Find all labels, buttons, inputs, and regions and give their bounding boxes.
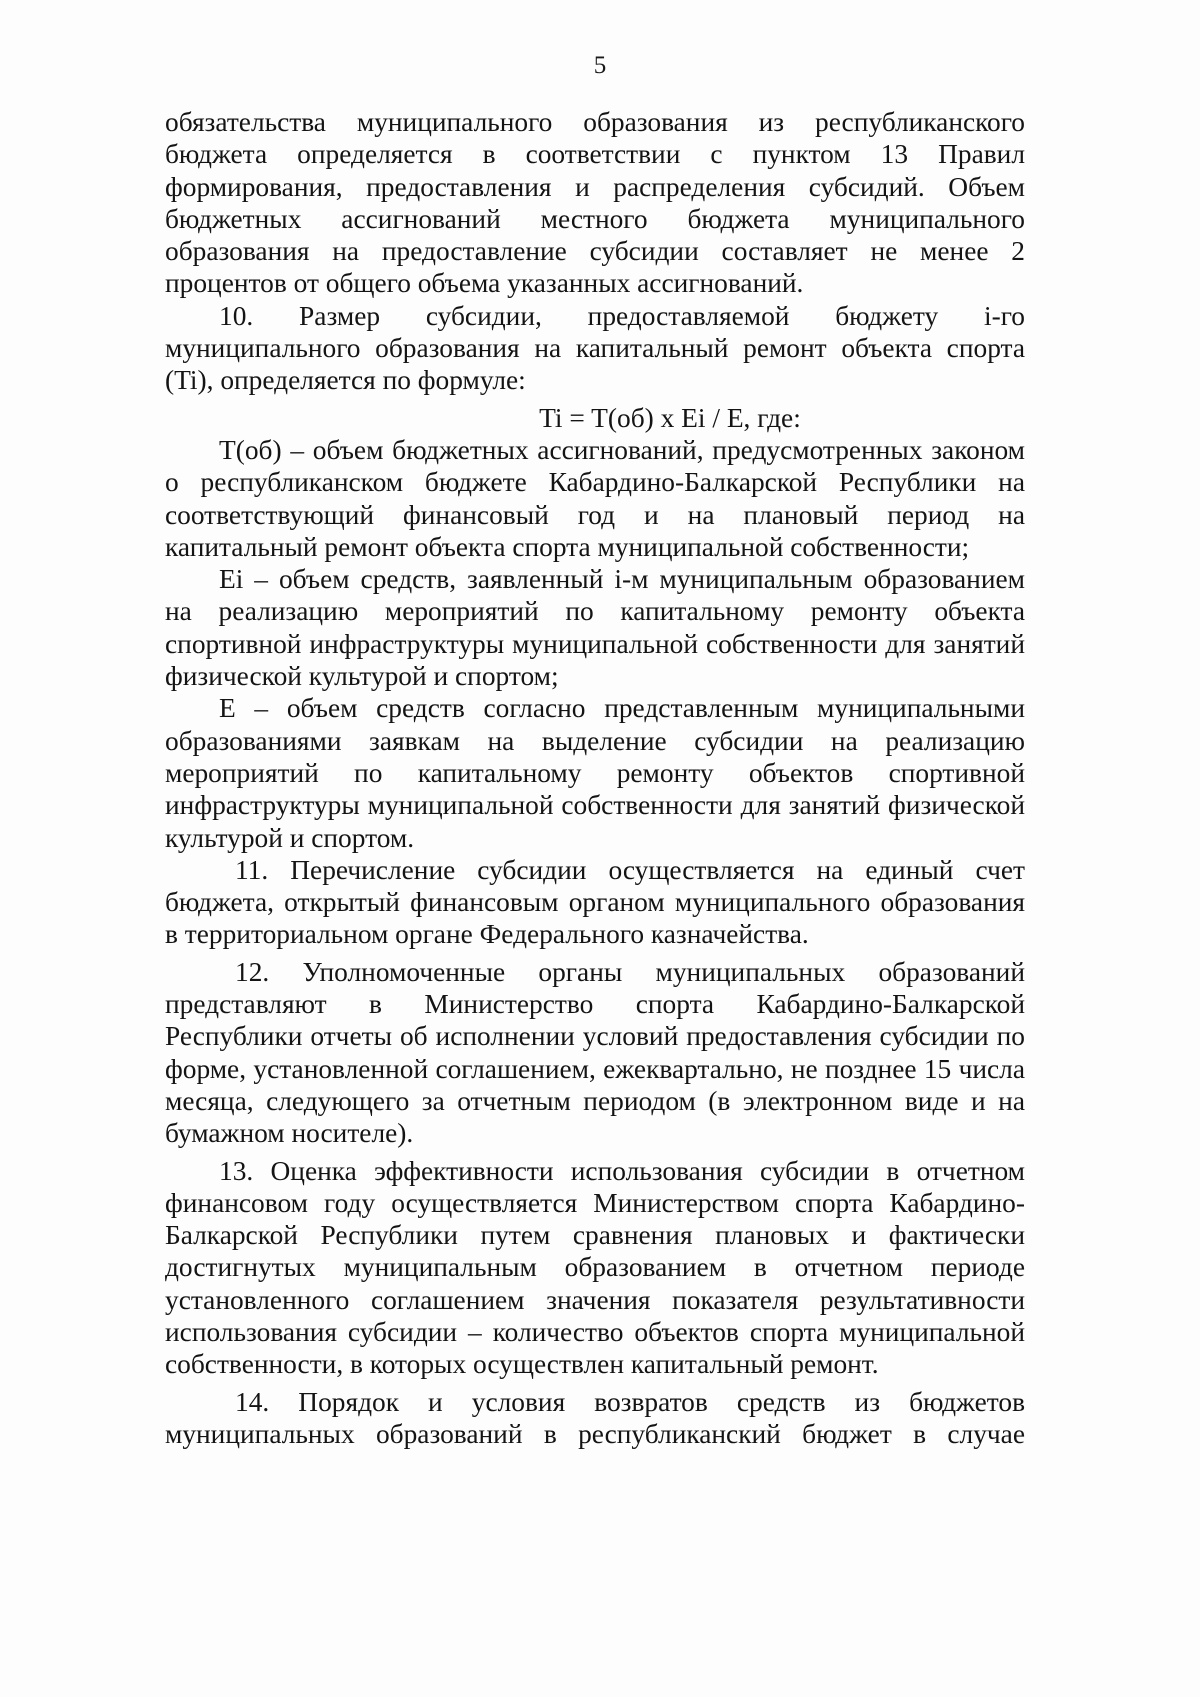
paragraph-12: 12. Уполномоченные органы муниципальных образований представляют в Министерство спорта Кабардино-Балкарской Республики отчеты об исполнении условий предоставления субсидии по форме, установленной соглашением, ежеквартально, не позднее 15 числа месяца, следующего за отчетным периодом (в электронном виде и на бумажном носителе). [165,956,1025,1149]
paragraph-13: 13. Оценка эффективности использования субсидии в отчетном финансовом году осуществляется Министерством спорта Кабардино-Балкарской Республики путем сравнения плановых и фактически достигнутых муниципальным образованием в отчетном периоде установленного соглашением значения показателя результативности использования субсидии – количество объектов спорта муниципальной собственности, в которых осуществлен капитальный ремонт. [165,1155,1025,1380]
paragraph-continuation: обязательства муниципального образования из республиканского бюджета определяется в соответствии с пунктом 13 Правил формирования, предоставления и распределения субсидий. Объем бюджетных ассигнований местного бюджета муниципального образования на предоставление субсидии составляет не менее 2 процентов от общего объема указанных ассигнований. [165,107,1025,299]
document-body [165,106,1025,1450]
definition-e: Е – объем средств согласно представленным муниципальными образованиями заявкам на выделение субсидии на реализацию мероприятий по капитальному ремонту объектов спортивной инфраструктуры муниципальной собственности для занятий физической культурой и спортом. [165,693,1025,853]
paragraph-10: 10. Размер субсидии, предоставляемой бюджету i-го муниципального образования на капитальный ремонт объекта спорта (Ti), определяется по формуле: [165,300,1025,396]
definition-t-ob: Т(об) – объем бюджетных ассигнований, предусмотренных законом о республиканском бюджете Кабардино-Балкарской Республики на соответствующий финансовый год и на плановый период на капитальный ремонт объекта спорта муниципальной собственности; [165,434,1025,562]
paragraph-14: 14. Порядок и условия возвратов средств из бюджетов муниципальных образований в республиканский бюджет в случае [165,1386,1025,1449]
definition-ei: Ei – объем средств, заявленный i-м муниципальным образованием на реализацию мероприятий по капитальному ремонту объекта спортивной инфраструктуры муниципальной собственности для занятий физической культурой и спортом; [165,564,1025,692]
page-number: 5 [593,52,607,79]
paragraph-11: 11. Перечисление субсидии осуществляется на единый счет бюджета, открытый финансовым органом муниципального образования в территориальном органе Федерального казначейства. [165,854,1025,950]
subsidy-formula: Ti = T(об) x Ei / E, где: [539,402,801,433]
